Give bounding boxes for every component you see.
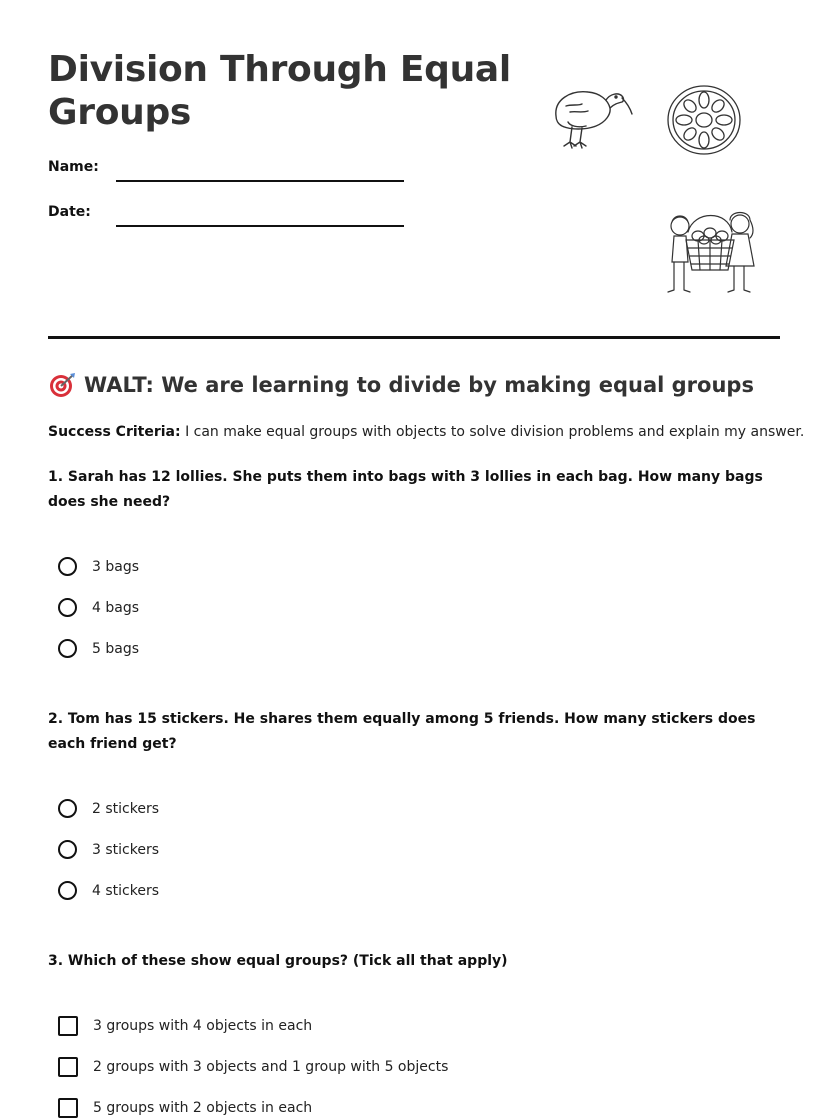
question-3-option-1[interactable]: [58, 1016, 312, 1036]
checkbox[interactable]: [58, 1057, 78, 1077]
kiwi-fruit-icon: [666, 82, 746, 160]
date-label: Date:: [48, 204, 91, 220]
page-title: Division Through Equal Groups: [48, 49, 511, 133]
radio-button[interactable]: [58, 639, 77, 658]
success-criteria: [48, 424, 804, 440]
question-1: 1. Sarah has 12 lollies. She puts them into bags with 3 lollies in each bag. How many bags does she need?: [48, 469, 763, 510]
option-label: 5 groups with 2 objects in each: [93, 1100, 313, 1116]
option-label: 2 stickers: [92, 800, 159, 817]
radio-button[interactable]: [58, 598, 77, 617]
question-2: 2. Tom has 15 stickers. He shares them equally among 5 friends. How many stickers does each friend get?: [48, 711, 756, 752]
header-divider: [48, 336, 780, 339]
radio-button[interactable]: [58, 799, 77, 818]
checkbox[interactable]: [58, 1016, 78, 1036]
question-3: 3. Which of these show equal groups? (Tick all that apply): [48, 953, 508, 969]
checkbox[interactable]: [58, 1098, 78, 1118]
option-label: 3 groups with 4 objects in each: [93, 1018, 313, 1034]
option-label: 4 stickers: [92, 882, 159, 899]
option-label: 3 bags: [92, 558, 140, 575]
option-label: 5 bags: [92, 640, 140, 657]
target-icon: [48, 372, 76, 398]
date-field[interactable]: [116, 225, 404, 227]
question-1-option-2[interactable]: [58, 598, 139, 617]
kiwi-bird-icon: [548, 82, 634, 152]
walt-text: WALT: We are learning to divide by making equal groups: [84, 373, 754, 397]
name-label: Name:: [48, 159, 99, 175]
question-2-option-1[interactable]: [58, 799, 159, 818]
question-3-option-2[interactable]: [58, 1057, 448, 1077]
option-label: 3 stickers: [92, 841, 159, 858]
question-2-option-3[interactable]: [58, 881, 159, 900]
radio-button[interactable]: [58, 840, 77, 859]
radio-button[interactable]: [58, 557, 77, 576]
children-with-basket-icon: [664, 204, 762, 296]
option-label: 4 bags: [92, 599, 140, 616]
name-field[interactable]: [116, 180, 404, 182]
question-2-option-2[interactable]: [58, 840, 159, 859]
question-1-option-1[interactable]: [58, 557, 139, 576]
question-3-option-3[interactable]: [58, 1098, 312, 1118]
success-criteria-text: I can make equal groups with objects to solve division problems and explain my answer.: [185, 424, 805, 440]
radio-button[interactable]: [58, 881, 77, 900]
walt-heading: [48, 372, 754, 398]
option-label: 2 groups with 3 objects and 1 group with 5 objects: [93, 1059, 449, 1075]
question-1-option-3[interactable]: [58, 639, 139, 658]
success-criteria-label: Success Criteria:: [48, 424, 181, 440]
